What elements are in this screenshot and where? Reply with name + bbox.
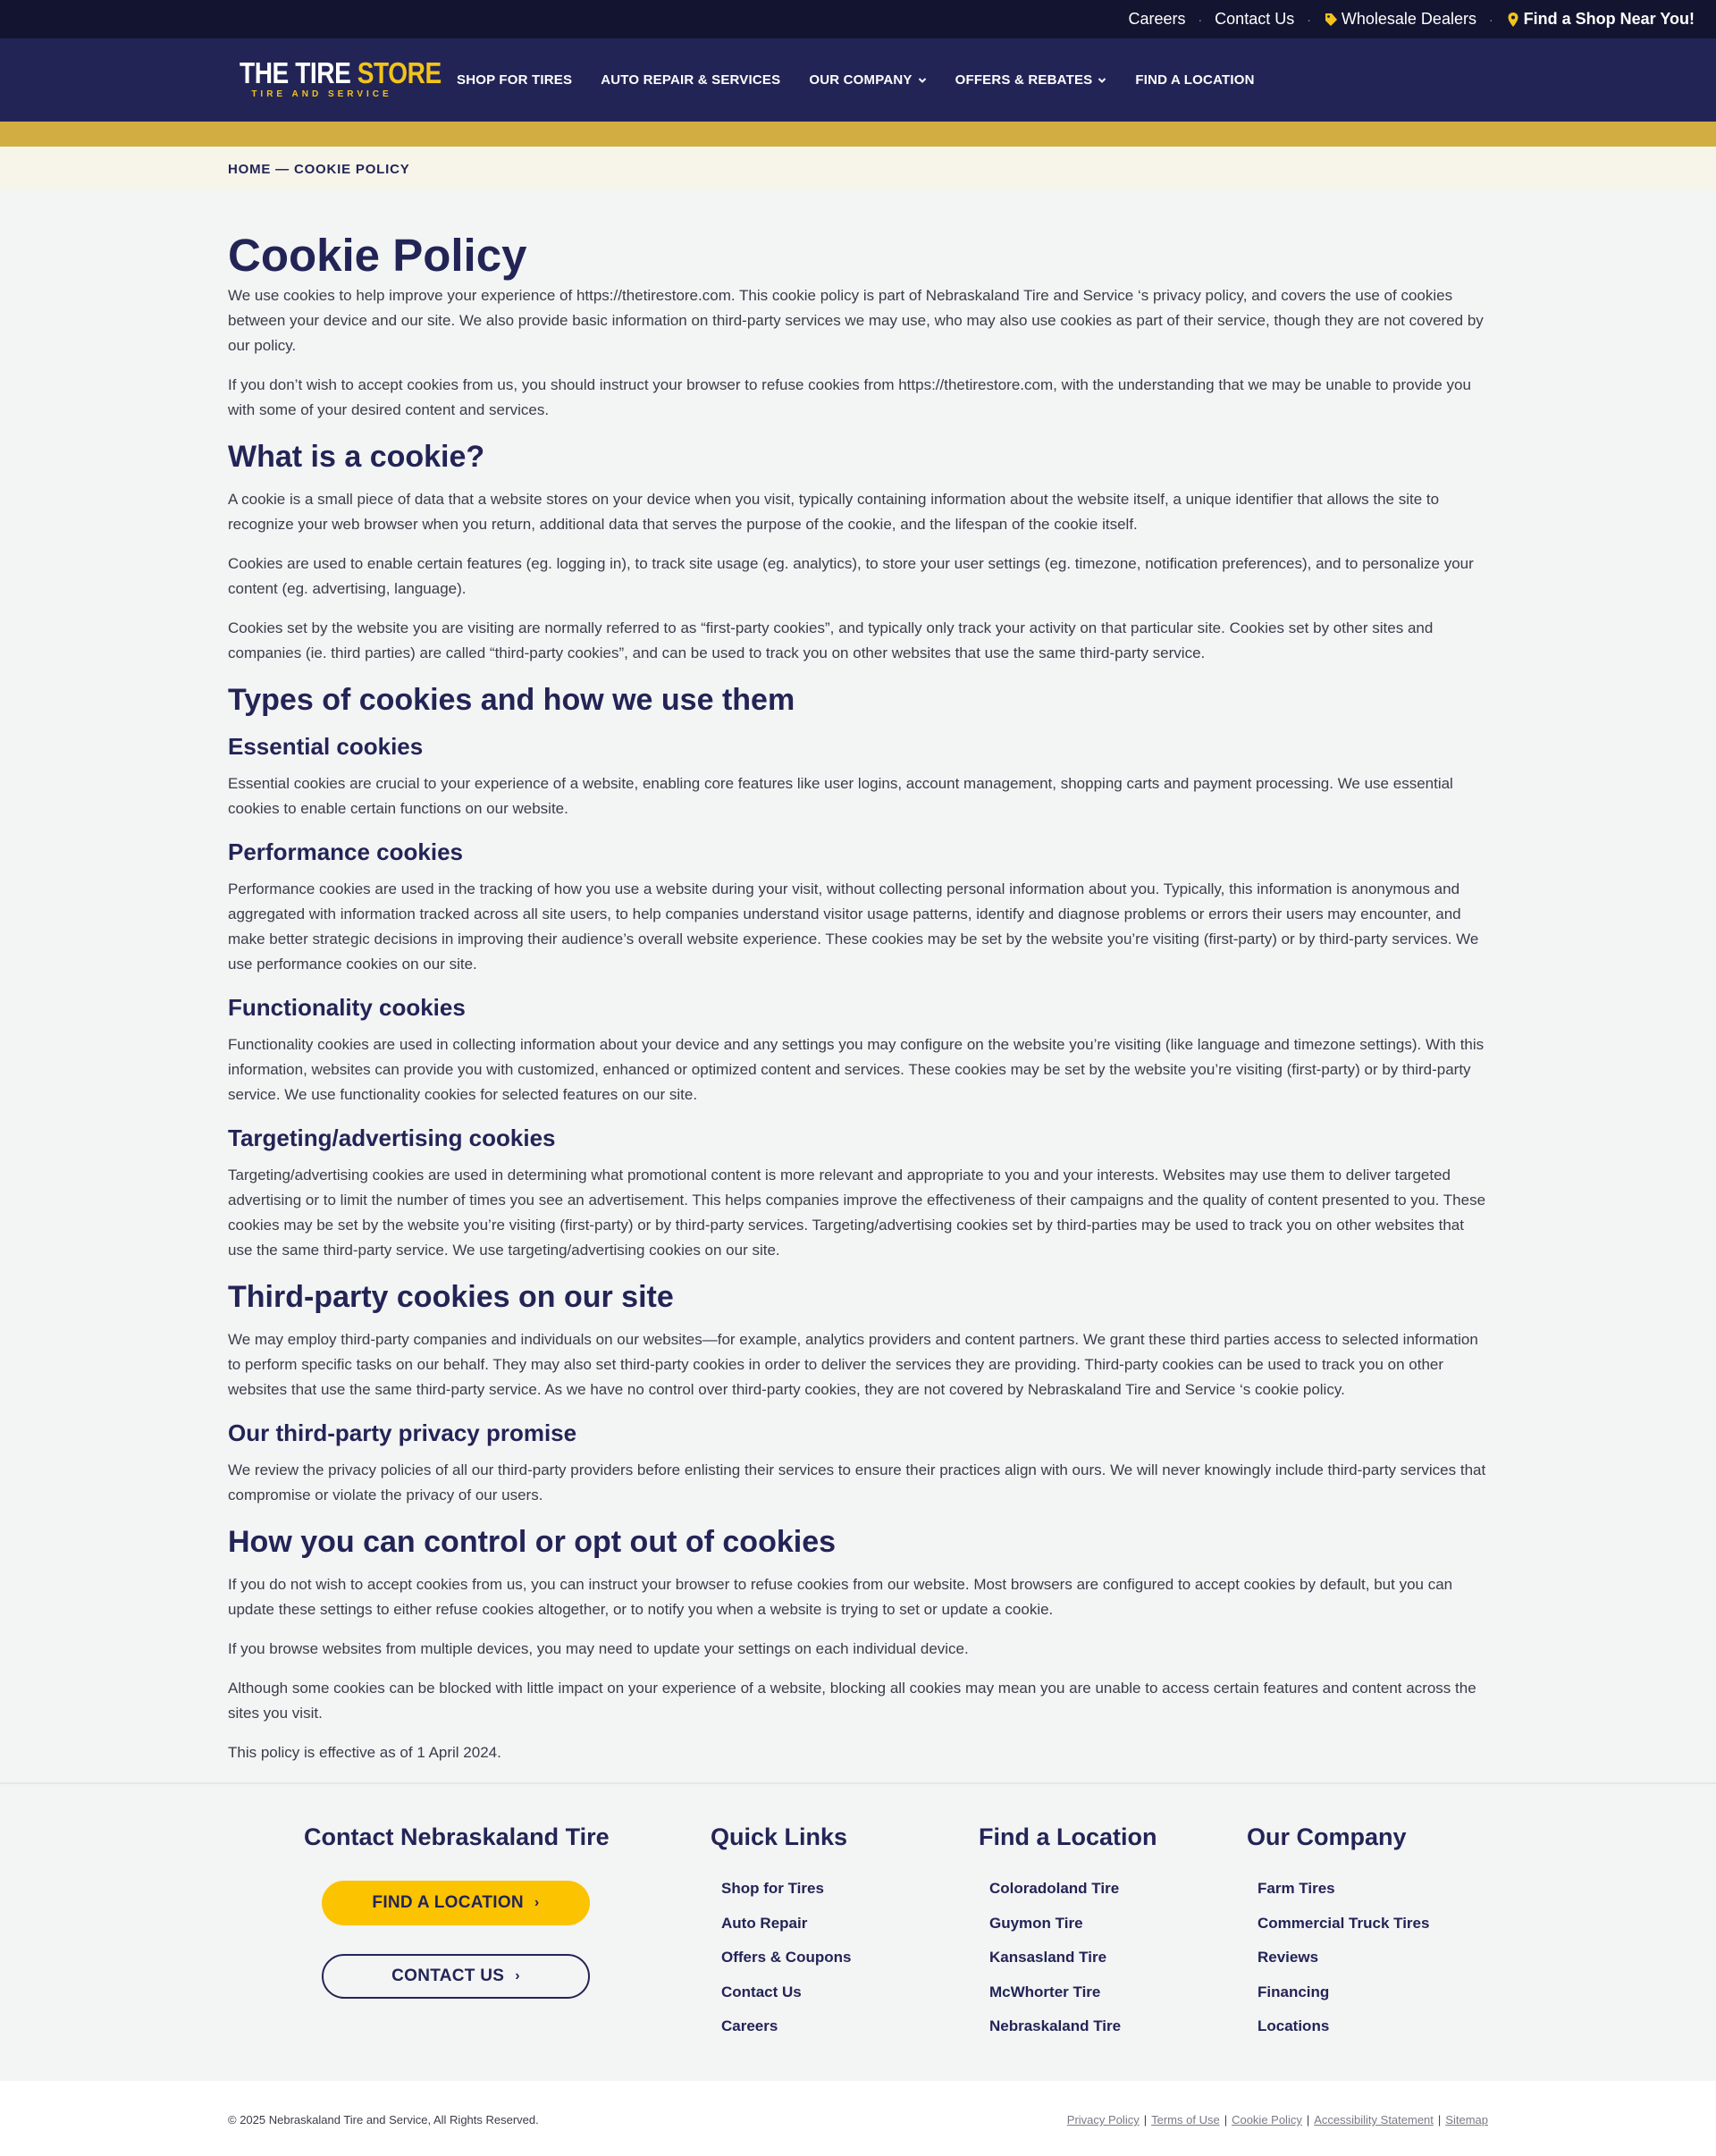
wholesale-dealers-link[interactable]: [1324, 10, 1476, 29]
legal-links: [1067, 2113, 1488, 2127]
nav-auto-repair[interactable]: [601, 72, 780, 88]
chevron-right-icon: ›: [515, 1968, 520, 1983]
breadcrumb-current: COOKIE POLICY: [293, 162, 410, 177]
copyright-bar: [0, 2081, 1716, 2156]
paragraph: We may employ third-party companies and individuals on our websites—for example, analytics providers and content partners. We grant these third parties access to selected information to perform specific tasks on our behalf. They may also set third-party cookies in order to deliver the services they are providing. Third-party cookies can be used to track you on other websites that use the same third-party service. As we have no control over third-party cookies, they are not covered by Nebraskaland Tire and Service ‘s cookie policy.: [228, 1331, 1478, 1398]
footer-link[interactable]: Guymon Tire: [989, 1914, 1083, 1932]
footer-link[interactable]: Financing: [1258, 1983, 1330, 2000]
gold-divider: [0, 122, 1716, 147]
breadcrumb-bar: [0, 147, 1716, 189]
intro-paragraph: If you don’t wish to accept cookies from us, you should instruct your browser to refuse cookies from https://thetirestore.com, with the understanding that we may be unable to provide you with some of your desired content and services.: [228, 376, 1471, 418]
wholesale-label: Wholesale Dealers: [1341, 10, 1476, 28]
nav-label: OFFERS & REBATES: [955, 72, 1093, 88]
footer-link[interactable]: Offers & Coupons: [721, 1949, 852, 1966]
logo-text-yellow: STORE: [357, 56, 442, 89]
find-shop-link[interactable]: [1506, 10, 1695, 29]
footer-link[interactable]: Auto Repair: [721, 1914, 808, 1932]
footer-contact-title: Contact Nebraskaland Tire: [304, 1823, 610, 1850]
footer-link[interactable]: Shop for Tires: [721, 1880, 824, 1897]
footer-quick-links-title: Quick Links: [711, 1823, 848, 1850]
section-heading: Types of cookies and how we use them: [228, 683, 795, 717]
logo-text-white: THE TIRE: [240, 56, 351, 89]
contact-label: Contact Us: [1215, 10, 1295, 28]
privacy-policy-link[interactable]: Privacy Policy: [1066, 2113, 1140, 2127]
chevron-down-icon: [1098, 76, 1106, 85]
separator: ·: [1198, 12, 1203, 27]
subsection-heading: Our third-party privacy promise: [228, 1419, 577, 1446]
nav-label: FIND A LOCATION: [1135, 72, 1255, 88]
button-label: FIND A LOCATION: [372, 1893, 524, 1912]
intro-paragraph: We use cookies to help improve your experience of https://thetirestore.com. This cookie policy is part of Nebraskaland Tire and Service ‘s privacy policy, and covers the use of cookies between your device and our site. We also provide basic information on third-party services we may use, who may also use cookies as part of their service, though they are not covered by our policy.: [228, 287, 1484, 354]
copyright-text: © 2025 Nebraskaland Tire and Service, All Rights Reserved.: [228, 2113, 539, 2127]
breadcrumb-home[interactable]: HOME: [228, 162, 272, 177]
utility-bar: [0, 0, 1716, 38]
careers-link[interactable]: [1128, 10, 1185, 29]
subsection-heading: Essential cookies: [228, 733, 424, 760]
subsection-heading: Performance cookies: [228, 838, 464, 865]
separator: |: [1224, 2113, 1228, 2127]
site-logo[interactable]: [240, 56, 442, 103]
footer-link[interactable]: Careers: [721, 2017, 778, 2034]
paragraph: If you browse websites from multiple devices, you may need to update your settings on each individual device.: [228, 1640, 969, 1657]
page-title: Cookie Policy: [228, 230, 527, 281]
quick-links-list: [721, 1879, 851, 2051]
footer-link[interactable]: Contact Us: [721, 1983, 802, 2000]
section-heading: What is a cookie?: [228, 440, 485, 474]
separator: |: [1437, 2113, 1442, 2127]
locations-list: [989, 1879, 1121, 2051]
footer-company-title: Our Company: [1247, 1823, 1407, 1850]
footer-link[interactable]: Farm Tires: [1258, 1880, 1335, 1897]
accessibility-statement-link[interactable]: Accessibility Statement: [1314, 2113, 1434, 2127]
paragraph: Functionality cookies are used in collecting information about your device and any settings you may configure on the website you’re visiting (like language and timezone settings). With this information, websites can provide you with customized, enhanced or optimized content and services. These cookies may be set by the website you’re visiting (first-party) or by third-party service. We use functionality cookies for selected features on our site.: [228, 1036, 1485, 1103]
footer-link[interactable]: Commercial Truck Tires: [1258, 1914, 1430, 1932]
paragraph: If you do not wish to accept cookies from us, you can instruct your browser to refuse cookies from our website. Most browsers are configured to accept cookies by default, but you can update these settings to either refuse cookies altogether, or to notify you when a website is trying to set or update a cookie.: [228, 1576, 1453, 1618]
section-heading: How you can control or opt out of cookies: [228, 1525, 837, 1559]
subsection-heading: Functionality cookies: [228, 994, 466, 1021]
contact-us-button[interactable]: [322, 1954, 590, 1999]
button-label: CONTACT US: [391, 1967, 505, 1985]
paragraph: We review the privacy policies of all our third-party providers before enlisting their services to ensure their practices align with ours. We will never knowingly include third-party services that compromise or violate the privacy of our users.: [228, 1461, 1486, 1503]
tag-icon: [1324, 12, 1338, 28]
main-header: [0, 38, 1716, 122]
nav-find-location[interactable]: [1135, 72, 1254, 88]
find-location-button[interactable]: [322, 1881, 590, 1925]
footer-link[interactable]: Kansasland Tire: [989, 1949, 1107, 1966]
nav-our-company[interactable]: [809, 72, 926, 88]
breadcrumb: [228, 162, 410, 177]
logo-wordmark: [240, 56, 442, 90]
nav-shop-for-tires[interactable]: [457, 72, 572, 88]
footer-link[interactable]: Coloradoland Tire: [989, 1880, 1120, 1897]
footer-location-title: Find a Location: [979, 1823, 1157, 1850]
footer-link[interactable]: McWhorter Tire: [989, 1983, 1101, 2000]
policy-content: [228, 228, 1488, 1780]
careers-label: Careers: [1128, 10, 1186, 28]
separator: |: [1306, 2113, 1310, 2127]
contact-us-link[interactable]: [1215, 10, 1294, 29]
paragraph: Targeting/advertising cookies are used in determining what promotional content is more relevant and appropriate to you and your interests. Websites may use them to deliver targeted advertising or to limit the number of times you see an advertisement. This helps companies improve the effectiveness of their campaigns and the quality of content presented to you. These cookies may be set by the website you’re visiting (first-party) or by third-party services. Targeting/advertising cookies set by third-parties may be used to track you on other websites that use the same third-party service. We use targeting/advertising cookies on our site.: [228, 1166, 1486, 1259]
section-heading: Third-party cookies on our site: [228, 1280, 674, 1314]
breadcrumb-separator: —: [275, 162, 290, 177]
paragraph: Cookies set by the website you are visiting are normally referred to as “first-party cookies”, and typically only track your activity on that particular site. Cookies set by other sites and companies (ie. third parties) are called “third-party cookies”, and can be used to track you on other websites that use the same third-party service.: [228, 619, 1434, 661]
paragraph: Cookies are used to enable certain features (eg. logging in), to track site usage (eg. analytics), to store your user settings (eg. timezone, notification preferences), and to personalize your content (eg. advertising, language).: [228, 555, 1474, 597]
footer-link[interactable]: Reviews: [1258, 1949, 1319, 1966]
paragraph: Essential cookies are crucial to your experience of a website, enabling core features like user logins, account management, shopping carts and payment processing. We use essential cookies to enable certain functions on our website.: [228, 775, 1453, 817]
effective-date: This policy is effective as of 1 April 2024.: [228, 1744, 501, 1761]
footer-link[interactable]: Nebraskaland Tire: [989, 2017, 1122, 2034]
paragraph: A cookie is a small piece of data that a website stores on your device when you visit, typically containing information about the website itself, a unique identifier that allows the site to recognize your web browser when you return, additional data that serves the purpose of the cookie, and the lifespan of the cookie itself.: [228, 491, 1440, 533]
separator: ·: [1488, 12, 1493, 27]
terms-of-use-link[interactable]: Terms of Use: [1151, 2113, 1220, 2127]
nav-label: OUR COMPANY: [809, 72, 913, 88]
paragraph: Performance cookies are used in the tracking of how you use a website during your visit, without collecting personal information about you. Typically, this information is anonymous and aggregated with information tracked across all site users, to help companies understand visitor usage patterns, identify and diagnose problems or errors their users may encounter, and make better strategic decisions in improving their audience’s overall website experience. These cookies may be set by the website you’re visiting (first-party) or by third-party services. We use performance cookies on our site.: [228, 880, 1479, 973]
nav-label: SHOP FOR TIRES: [457, 72, 573, 88]
company-links-list: [1258, 1879, 1429, 2051]
separator: |: [1143, 2113, 1148, 2127]
paragraph: Although some cookies can be blocked with little impact on your experience of a website, blocking all cookies may mean you are unable to access certain features and content across the sites you visit.: [228, 1680, 1476, 1722]
site-footer: [0, 1782, 1716, 2081]
find-shop-label: Find a Shop Near You!: [1523, 10, 1695, 28]
nav-offers-rebates[interactable]: [955, 72, 1107, 88]
subsection-heading: Targeting/advertising cookies: [228, 1124, 556, 1151]
sitemap-link[interactable]: Sitemap: [1445, 2113, 1488, 2127]
main-nav: [457, 38, 1255, 122]
map-pin-icon: [1506, 12, 1520, 28]
separator: ·: [1307, 12, 1311, 27]
nav-label: AUTO REPAIR & SERVICES: [601, 72, 781, 88]
chevron-down-icon: [918, 76, 927, 85]
logo-tagline: TIRE AND SERVICE: [251, 89, 392, 99]
footer-link[interactable]: Locations: [1258, 2017, 1330, 2034]
cookie-policy-link[interactable]: Cookie Policy: [1232, 2113, 1302, 2127]
chevron-right-icon: ›: [534, 1895, 540, 1910]
